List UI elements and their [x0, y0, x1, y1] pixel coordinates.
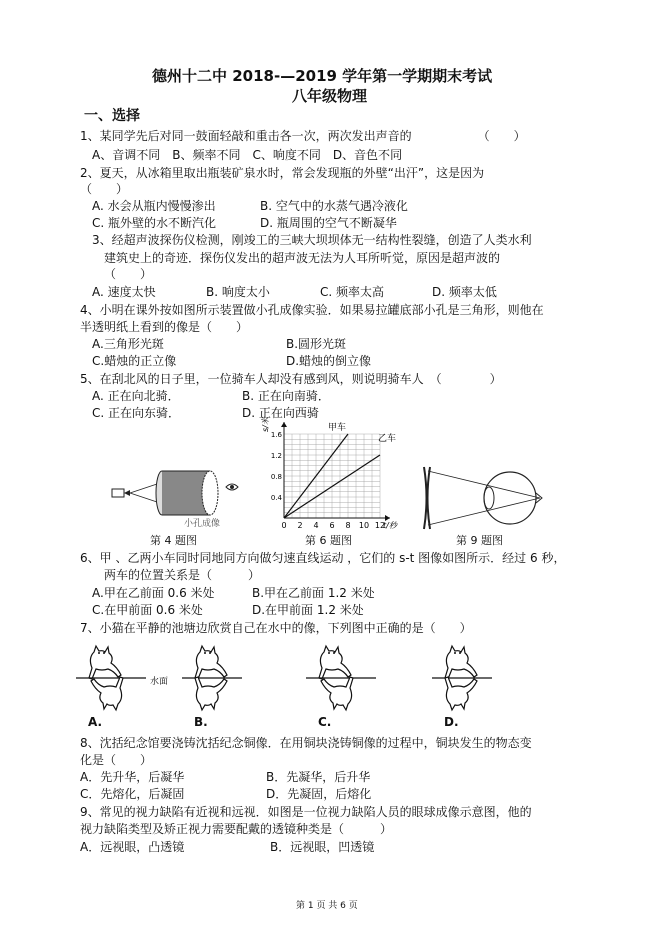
q9-line2: 视力缺陷类型及矫正视力需要配戴的透镜种类是（ ）: [80, 822, 393, 836]
q4-line2: 半透明纸上看到的像是（ ）: [80, 320, 249, 334]
q8-option-d: D．先凝固，后熔化: [266, 787, 372, 801]
y-tick-label: 1.6: [270, 431, 282, 439]
x-tick-label: 0: [281, 521, 287, 530]
q7-stem: 7、小猫在平静的池塘边欣赏自己在水中的像，下列图中正确的是（ ）: [80, 621, 472, 635]
series-label-0: 甲车: [328, 423, 347, 433]
q9-option-a: A．远视眼，凸透镜: [80, 840, 185, 854]
s-t-chart: [261, 417, 412, 535]
pinhole-camera-figure: [110, 465, 250, 529]
q9-option-b: B．远视眼，凹透镜: [270, 840, 375, 854]
y-tick-label: 0.8: [270, 473, 282, 481]
q3-option-a: A. 速度太快: [92, 285, 156, 299]
q3-line3: （ ）: [104, 267, 153, 281]
x-tick-label: 8: [345, 521, 351, 530]
candle-icon: [112, 489, 130, 497]
q1-stem: 1、某同学先后对同一鼓面轻敲和重击各一次，两次发出声音的 （ ）: [80, 129, 526, 143]
q8-option-b: B．先凝华，后升华: [266, 770, 371, 784]
cat-option-label: B.: [194, 715, 208, 729]
eye-diagram-figure: [420, 465, 545, 531]
q6-option-a: A.甲在乙前面 0.6 米处: [92, 586, 215, 600]
q5-option-b: B. 正在向南骑．: [242, 389, 330, 403]
can-icon: [156, 471, 218, 515]
series-label-1: 乙车: [378, 434, 397, 444]
exam-subtitle: 八年级物理: [292, 87, 368, 105]
q6-option-b: B.甲在乙前面 1.2 米处: [252, 586, 375, 600]
cat-icon: [445, 646, 477, 679]
q5-stem: 5、在刮北风的日子里，一位骑车人却没有感到风，则说明骑车人 （ ）: [80, 372, 502, 386]
cat-icon: [195, 646, 227, 679]
q1-options: A、音调不同 B、频率不同 C、响度不同 D、音色不同: [92, 148, 403, 162]
q4-option-b: B.圆形光斑: [286, 337, 347, 351]
q3-line1: 3、经超声波探伤仪检测，刚竣工的三峡大坝坝体无一结构性裂缝，创造了人类水利: [92, 233, 532, 247]
q5-option-c: C. 正在向东骑．: [92, 406, 181, 420]
x-tick-label: 2: [297, 521, 303, 530]
cat-reflection-icon: [321, 677, 353, 710]
y-axis-label: s/米: [261, 417, 270, 432]
cat-option-label: C.: [318, 715, 332, 729]
q3-option-d: D. 频率太低: [432, 285, 497, 299]
page-footer: 第 1 页 共 6 页: [296, 901, 358, 911]
q9-line1: 9、常见的视力缺陷有近视和远视．如图是一位视力缺陷人员的眼球成像示意图，他的: [80, 805, 532, 819]
x-axis-label: t/秒: [383, 521, 397, 530]
q2-option-a: A. 水会从瓶内慢慢渗出: [92, 199, 216, 213]
q2-option-b: B. 空气中的水蒸气遇冷液化: [260, 199, 408, 213]
q5-option-d: D. 正在向西骑: [242, 406, 319, 420]
q4-option-c: C.蜡烛的正立像: [92, 354, 177, 368]
x-tick-label: 10: [358, 521, 370, 530]
y-tick-label: 0.4: [270, 494, 282, 502]
q2-option-c: C. 瓶外壁的水不断汽化: [92, 216, 217, 230]
cat-option-label: A.: [88, 715, 103, 729]
q6-option-c: C.在甲前面 0.6 米处: [92, 603, 203, 617]
cat-icon: [89, 646, 121, 679]
x-tick-label: 12: [374, 521, 386, 530]
q8-option-c: C．先熔化，后凝固: [80, 787, 185, 801]
cat-option-c: [306, 640, 378, 716]
exam-title: 德州十二中 2018-—2019 学年第一学期期末考试: [152, 67, 493, 85]
q4-option-d: D.蜡烛的倒立像: [286, 354, 372, 368]
q4-line1: 4、小明在课外按如图所示装置做小孔成像实验．如果易拉罐底部小孔是三角形，则他在: [80, 303, 544, 317]
cat-option-a: [76, 640, 148, 716]
cat-option-b: [182, 640, 254, 716]
q6-line2: 两车的位置关系是（ ）: [104, 568, 261, 582]
q6-option-d: D.在甲前面 1.2 米处: [252, 603, 364, 617]
q8-option-a: A．先升华，后凝华: [80, 770, 185, 784]
q4-option-a: A.三角形光斑: [92, 337, 164, 351]
q3-option-b: B. 响度太小: [206, 285, 270, 299]
y-axis-arrow-icon: [281, 422, 287, 427]
section-heading: 一、选择: [84, 108, 140, 124]
cat-option-d: [432, 640, 504, 716]
x-tick-label: 6: [329, 521, 335, 530]
eyeball-icon: [484, 472, 542, 524]
q6-line1: 6、甲 、乙两小车同时同地同方向做匀速直线运动 ，它们的 s-t 图像如图所示．经过 6 秒，: [80, 551, 566, 565]
cat-reflection-icon: [91, 677, 123, 710]
fig9-caption: 第 9 题图: [456, 534, 503, 547]
q2-stem-paren: （ ）: [80, 182, 129, 196]
q2-stem: 2、夏天，从冰箱里取出瓶装矿泉水时，常会发现瓶的外壁“出汗”，这是因为: [80, 166, 485, 180]
cat-icon: [319, 646, 351, 679]
q5-option-a: A. 正在向北骑．: [92, 389, 180, 403]
q8-line1: 8、沈括纪念馆要浇铸沈括纪念铜像．在用铜块浇铸铜像的过程中，铜块发生的物态变: [80, 736, 532, 750]
cat-reflection-icon: [195, 677, 227, 710]
y-tick-label: 1.2: [270, 452, 282, 460]
eye-icon: [226, 484, 238, 490]
q2-option-d: D. 瓶周围的空气不断凝华: [260, 216, 397, 230]
water-surface-label: 水面: [150, 677, 169, 687]
x-tick-label: 4: [313, 521, 319, 530]
cat-reflection-icon: [445, 677, 477, 710]
fig6-caption: 第 6 题图: [305, 534, 352, 547]
q8-line2: 化是（ ）: [80, 753, 153, 767]
cat-option-label: D.: [444, 715, 459, 729]
lens-icon: [424, 467, 430, 529]
fig4-caption: 第 4 题图: [150, 534, 197, 547]
fig4-label: 小孔成像: [184, 519, 221, 529]
q3-option-c: C. 频率太高: [320, 285, 385, 299]
q3-line2: 建筑史上的奇迹．探伤仪发出的超声波无法为人耳所听觉，原因是超声波的: [104, 251, 501, 265]
